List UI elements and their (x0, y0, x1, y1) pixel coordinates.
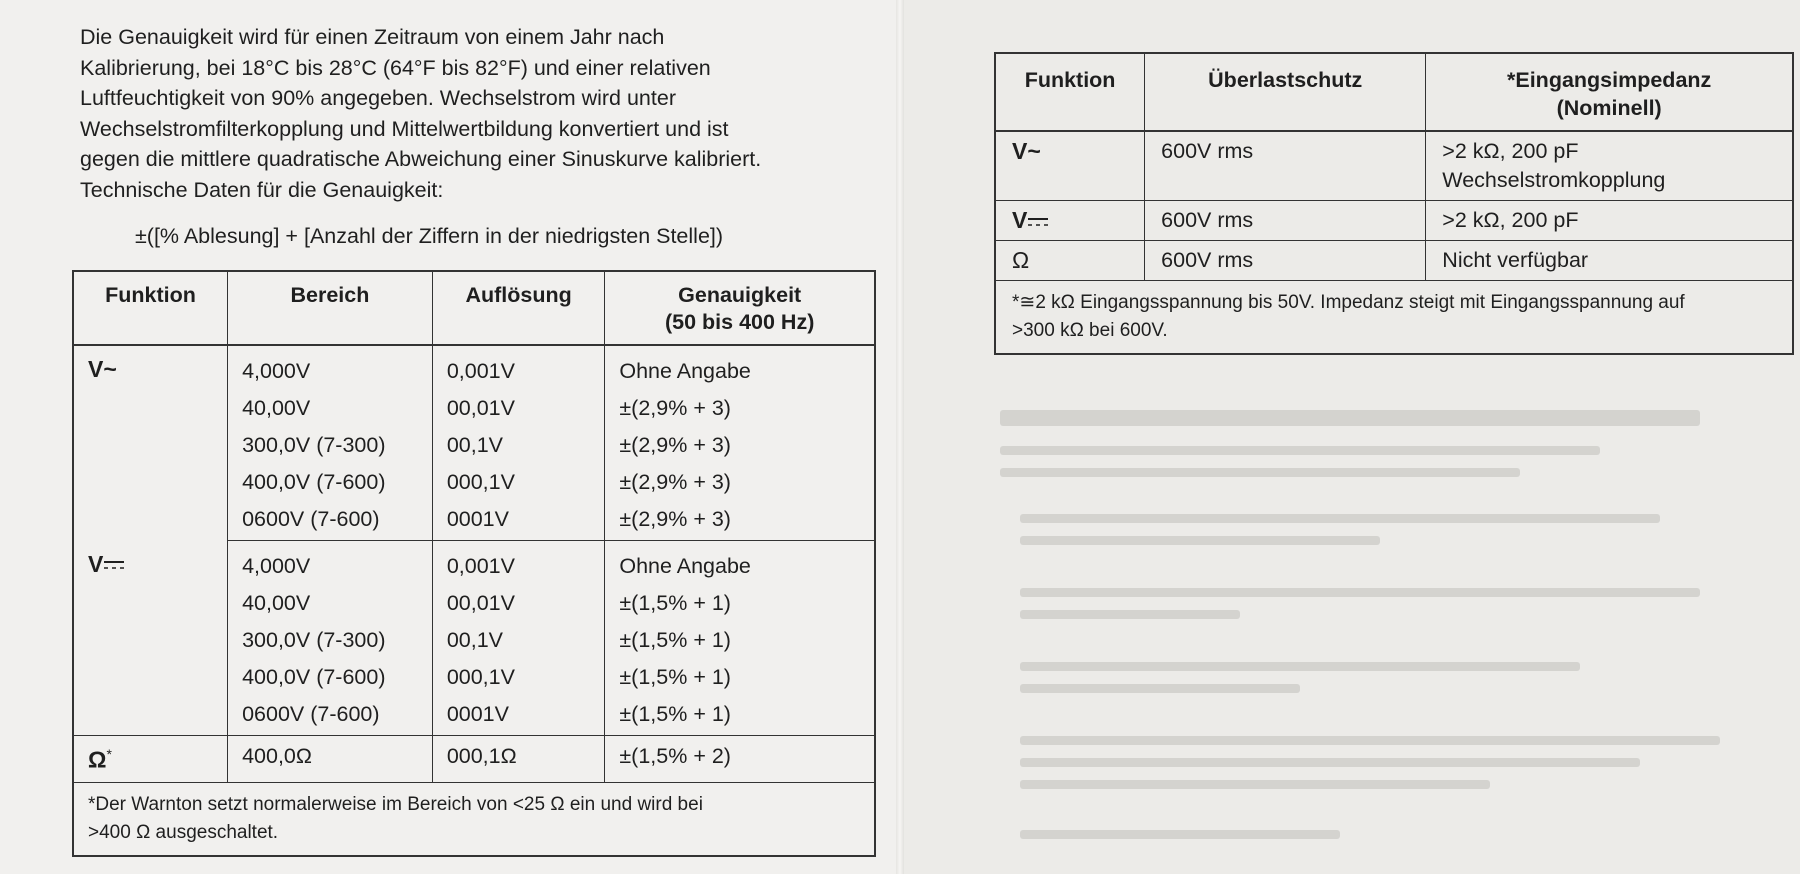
range-cell: 300,0V (7-300) (228, 622, 433, 659)
impedance-cell (1426, 131, 1793, 201)
accuracy-cell: Ohne Angabe (619, 554, 751, 578)
resolution-cell: 000,1Ω (432, 736, 605, 783)
impedance-coupling: Wechselstromkopplung (1442, 168, 1666, 192)
vac-label: V~ (88, 356, 117, 382)
table-row (73, 541, 875, 586)
accuracy-cell: ±(1,5% + 1) (619, 628, 731, 652)
accuracy-cell: ±(1,5% + 2) (605, 736, 875, 783)
dc-symbol-icon (103, 559, 125, 571)
intro-line: Kalibrierung, bei 18°C bis 28°C (64°F bis 82°F) und einer relativen (80, 55, 711, 80)
header-genauigkeit (605, 271, 875, 345)
table-row (995, 241, 1793, 281)
intro-paragraph (80, 22, 880, 205)
ohm-footnote-mark: * (106, 746, 112, 762)
resolution-cell: 0,001V (432, 345, 605, 390)
accuracy-cell: ±(1,5% + 1) (619, 665, 731, 689)
spec-footnote (73, 783, 875, 857)
spec-footnote-line: *Der Warnton setzt normalerweise im Bereich von <25 Ω ein und wird bei (88, 794, 703, 815)
impedance-footnote (995, 281, 1793, 355)
function-vac (73, 345, 228, 541)
impedance-cell: Nicht verfügbar (1426, 241, 1793, 281)
impedance-table (994, 52, 1794, 355)
range-cell: 0600V (7-600) (228, 696, 433, 736)
accuracy-cell: ±(2,9% + 3) (605, 501, 875, 541)
dc-symbol-icon (1027, 216, 1049, 228)
impedance-footnote-line: >300 kΩ bei 600V. (1012, 320, 1168, 341)
impedance-header-row (995, 53, 1793, 131)
intro-line: Luftfeuchtigkeit von 90% angegeben. Wechselstrom wird unter (80, 86, 676, 110)
impedance-footnote-row (995, 281, 1793, 355)
range-cell: 400,0V (7-600) (228, 659, 433, 696)
resolution-cell: 0001V (432, 501, 605, 541)
vdc-label: V (1012, 207, 1028, 233)
resolution-cell: 000,1V (432, 464, 605, 501)
accuracy-formula: ±([% Ablesung] + [Anzahl der Ziffern in der niedrigsten Stelle]) (135, 224, 724, 248)
protection-cell: 600V rms (1145, 131, 1426, 201)
resolution-cell: 00,1V (432, 622, 605, 659)
header-ueberlastschutz: Überlastschutz (1145, 53, 1426, 131)
ohm-label: Ω (88, 746, 107, 773)
resolution-cell: 000,1V (432, 659, 605, 696)
function-vdc (73, 541, 228, 736)
table-row (73, 345, 875, 390)
header-genauigkeit-title: Genauigkeit (678, 283, 802, 307)
impedance-value: >2 kΩ, 200 pF (1442, 139, 1579, 163)
resolution-cell: 00,01V (432, 585, 605, 622)
header-funktion: Funktion (995, 53, 1145, 131)
header-eingangsimpedanz (1426, 53, 1793, 131)
protection-cell: 600V rms (1145, 201, 1426, 241)
spec-header-row (73, 271, 875, 345)
intro-line: gegen die mittlere quadratische Abweichung einer Sinuskurve kalibriert. (80, 147, 762, 171)
accuracy-cell: ±(2,9% + 3) (619, 470, 731, 494)
range-cell: 40,00V (228, 585, 433, 622)
range-cell: 0600V (7-600) (228, 501, 433, 541)
range-cell: 400,0V (7-600) (228, 464, 433, 501)
page-fold (896, 0, 904, 874)
table-row (995, 201, 1793, 241)
function-cell: V~ (995, 131, 1145, 201)
intro-line: Wechselstromfilterkopplung und Mittelwertbildung konvertiert und ist (80, 116, 729, 141)
table-row (73, 736, 875, 783)
accuracy-cell: Ohne Angabe (619, 359, 751, 383)
table-row (995, 131, 1793, 201)
impedance-cell: >2 kΩ, 200 pF (1426, 201, 1793, 241)
resolution-cell: 00,1V (432, 427, 605, 464)
spec-footnote-row (73, 783, 875, 857)
range-cell: 300,0V (7-300) (228, 427, 433, 464)
intro-line: Technische Daten für die Genauigkeit: (80, 177, 444, 202)
accuracy-cell: ±(2,9% + 3) (619, 433, 731, 457)
function-ohm (73, 736, 228, 783)
bleed-through-texture (1000, 410, 1780, 850)
resolution-cell: 0,001V (432, 541, 605, 586)
header-bereich: Bereich (228, 271, 433, 345)
resolution-cell: 0001V (432, 696, 605, 736)
resolution-cell: 00,01V (432, 390, 605, 427)
vdc-label: V (88, 550, 104, 577)
header-impedanz-sub: (Nominell) (1556, 96, 1662, 120)
function-cell: Ω (995, 241, 1145, 281)
accuracy-spec-table (72, 270, 876, 857)
accuracy-cell: ±(2,9% + 3) (619, 396, 731, 420)
header-funktion: Funktion (73, 271, 228, 345)
range-cell: 4,000V (228, 345, 433, 390)
function-cell (995, 201, 1145, 241)
accuracy-cell: ±(1,5% + 1) (605, 696, 875, 736)
range-cell: 400,0Ω (228, 736, 433, 783)
header-aufloesung: Auflösung (432, 271, 605, 345)
header-impedanz-title: *Eingangsimpedanz (1507, 68, 1712, 92)
range-cell: 4,000V (228, 541, 433, 586)
range-cell: 40,00V (228, 390, 433, 427)
accuracy-cell: ±(1,5% + 1) (619, 591, 731, 615)
impedance-footnote-line: *≅2 kΩ Eingangsspannung bis 50V. Impedanz steigt mit Eingangsspannung auf (1012, 292, 1685, 313)
header-genauigkeit-freq: (50 bis 400 Hz) (665, 310, 815, 334)
protection-cell: 600V rms (1145, 241, 1426, 281)
intro-line: Die Genauigkeit wird für einen Zeitraum von einem Jahr nach (80, 25, 665, 49)
spec-footnote-line: >400 Ω ausgeschaltet. (88, 822, 279, 843)
